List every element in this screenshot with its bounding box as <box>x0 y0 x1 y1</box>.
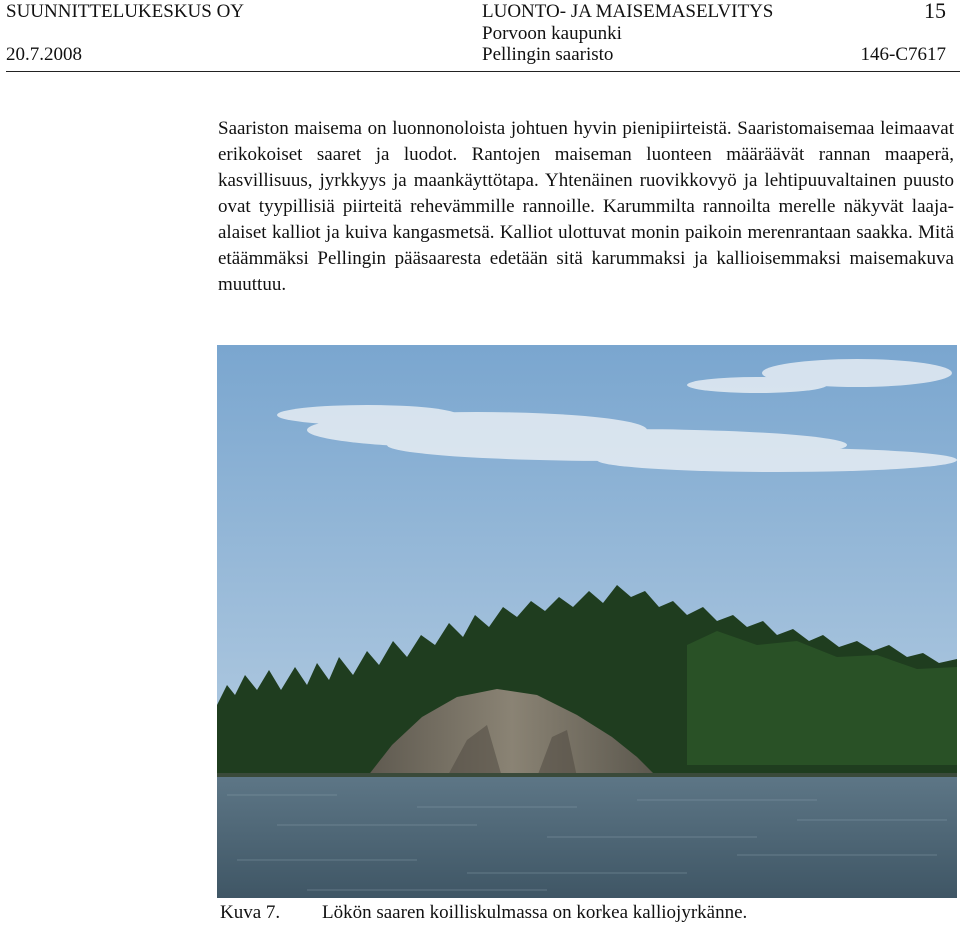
page-number: 15 <box>924 0 946 23</box>
header-divider <box>6 71 960 72</box>
header-organization: SUUNNITTELUKESKUS OY <box>6 1 245 22</box>
header-area: Pellingin saaristo <box>482 44 614 65</box>
figure-caption: Lökön saaren koilliskulmassa on korkea kalliojyrkänne. <box>322 902 748 923</box>
landscape-photo <box>217 345 957 898</box>
figure-label: Kuva 7. <box>220 902 281 923</box>
header-municipality: Porvoon kaupunki <box>482 23 622 44</box>
body-paragraph: Saariston maisema on luonnonoloista johtuen hyvin pienipiirteistä. Saaristomaisemaa leimaavat erikokoiset saaret ja luodot. Rantojen maiseman luonteen määräävät rannan maaperä, kasvillisuus, jyrkkyys ja maankäyttötapa. Yhtenäinen ruovikkovyö ja lehtipuuvaltainen puusto ovat tyypillisiä piirteitä rehevämmille rannoille. Karummilta rannoilta merelle näkyvät laaja-alaiset kalliot ja kuiva kangasmetsä. Kalliot ulottuvat monin paikoin merenrantaan saakka. Mitä etäämmäksi Pellingin pääsaaresta edetään sitä karummaksi ja kallioisemmaksi maisemakuva muuttuu. <box>218 118 954 295</box>
header-date: 20.7.2008 <box>6 44 82 65</box>
project-code: 146-C7617 <box>860 44 946 65</box>
header-report-title: LUONTO- JA MAISEMASELVITYS <box>482 1 774 22</box>
